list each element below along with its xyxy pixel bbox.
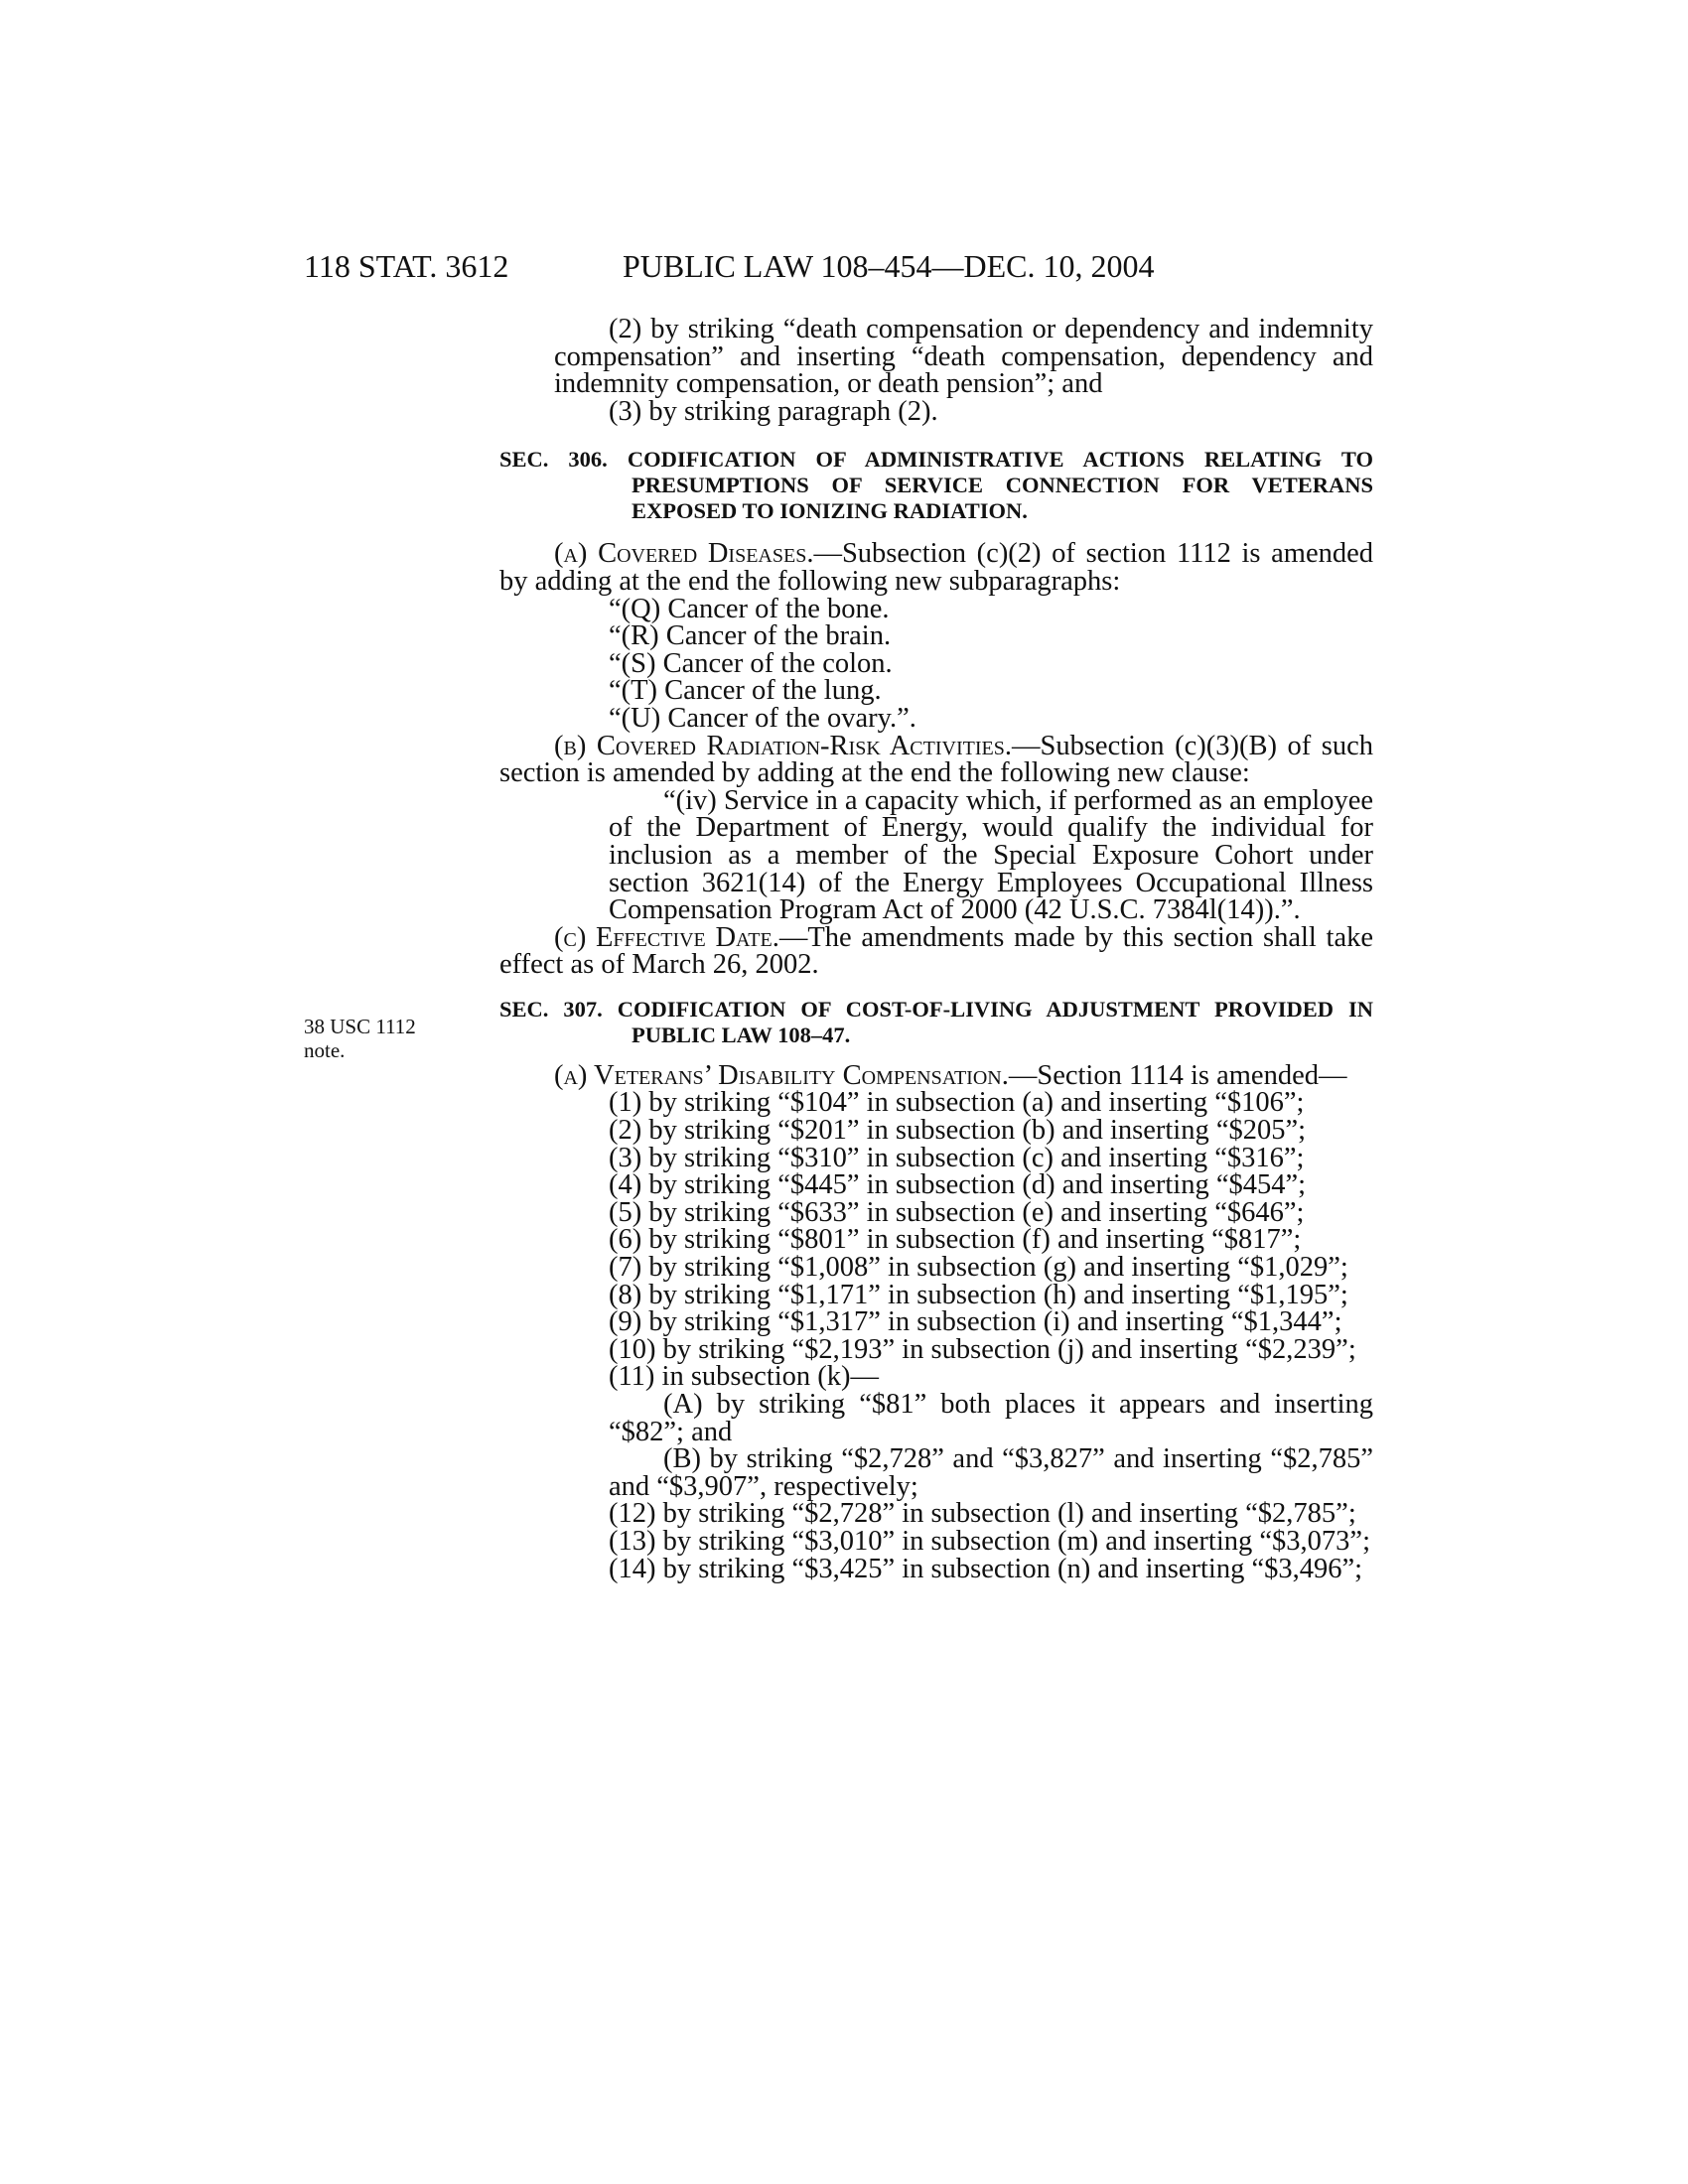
margin-note-citation: 38 USC 1112 [304,1015,416,1038]
subsection-a-text: —Subsection (c)(2) of section 1112 is amended by adding at the end the following new subparagraphs: [499,538,1374,597]
subsection-a-covered-diseases [499,540,1373,595]
amendment-item: (4) by striking “$445” in subsection (d) and inserting “$454”; [609,1169,1307,1201]
disease-item: “(R) Cancer of the brain. [609,620,892,652]
margin-note [304,1015,416,1062]
paragraph-2: (2) by striking “death compensation or dependency and indemnity compensation” and inserting “death compensation, dependency and indemnity compensation, or death pension”; and [554,314,1373,400]
amendment-item: (12) by striking “$2,728” in subsection (l) and inserting “$2,785”; [609,1498,1356,1530]
amendment-item: (1) by striking “$104” in subsection (a) and inserting “$106”; [609,1087,1305,1119]
subsection-a-307-heading: (a) Veterans’ Disability Compensation. [554,1059,1009,1091]
subsection-a-disability-compensation [499,1059,1373,1091]
disease-item: “(T) Cancer of the lung. [609,675,882,707]
subsection-a-heading: (a) Covered Diseases. [554,538,814,570]
amendment-item: (7) by striking “$1,008” in subsection (g) and inserting “$1,029”; [609,1252,1348,1284]
subsection-c-heading: (c) Effective Date. [554,921,779,953]
amendment-item: (10) by striking “$2,193” in subsection (j) and inserting “$2,239”; [609,1333,1356,1365]
document-body [499,316,1373,1582]
subsection-a-307-text: —Section 1114 is amended— [1008,1059,1347,1091]
amendment-item: (9) by striking “$1,317” in subsection (i) and inserting “$1,344”; [609,1306,1342,1338]
amendment-item: (5) by striking “$633” in subsection (e) and inserting “$646”; [609,1196,1305,1228]
section-307-heading: SEC. 307. CODIFICATION OF COST-OF-LIVING ADJUSTMENT PROVIDED IN PUBLIC LAW 108–47. [499,996,1373,1047]
disease-item: “(S) Cancer of the colon. [609,647,893,679]
section-306-heading: SEC. 306. CODIFICATION OF ADMINISTRATIVE ACTIONS RELATING TO PRESUMPTIONS OF SERVICE CONNECTION FOR VETERANS EXPOSED TO IONIZING RADIATION. [499,447,1373,524]
disease-item: “(U) Cancer of the ovary.”. [609,702,916,734]
page-running-title: PUBLIC LAW 108–454—DEC. 10, 2004 [623,248,1155,284]
subsection-b-heading: (b) Covered Radiation-Risk Activities. [554,730,1012,761]
amendment-sub-item: (A) by striking “$81” both places it appears and inserting “$82”; and [609,1389,1373,1447]
amendment-item: (2) by striking “$201” in subsection (b) and inserting “$205”; [609,1115,1307,1147]
amendment-item: (11) in subsection (k)— [609,1361,880,1393]
amendment-sub-item: (B) by striking “$2,728” and “$3,827” and inserting “$2,785” and “$3,907”, respectively; [609,1443,1373,1502]
amendment-item: (6) by striking “$801” in subsection (f) and inserting “$817”; [609,1224,1302,1256]
subsection-c-effective-date [499,921,1373,981]
disease-item: “(Q) Cancer of the bone. [609,593,890,624]
margin-note-label: note. [304,1038,346,1062]
subsection-b-radiation-activities [499,730,1373,789]
subsection-b-text: —Subsection (c)(3)(B) of such section is amended by adding at the end the following new clause: [499,730,1373,789]
page-stat-reference: 118 STAT. 3612 [304,248,509,284]
paragraph-3: (3) by striking paragraph (2). [609,395,938,427]
amendment-item: (14) by striking “$3,425” in subsection (n) and inserting “$3,496”; [609,1553,1363,1584]
amendment-item: (8) by striking “$1,171” in subsection (h) and inserting “$1,195”; [609,1279,1348,1310]
clause-iv-quote: “(iv) Service in a capacity which, if performed as an employee of the Department of Energy, would qualify the individual for inclusion as a member of the Special Exposure Cohort under section 3621(14) of the Energy Employees Occupational Illness Compensation Program Act of 2000 (42 U.S.C. 7384l(14)).”. [609,784,1373,926]
amendment-item: (3) by striking “$310” in subsection (c) and inserting “$316”; [609,1142,1305,1173]
subsection-c-text: —The amendments made by this section shall take effect as of March 26, 2002. [499,921,1373,981]
amendment-item: (13) by striking “$3,010” in subsection (m) and inserting “$3,073”; [609,1525,1370,1557]
